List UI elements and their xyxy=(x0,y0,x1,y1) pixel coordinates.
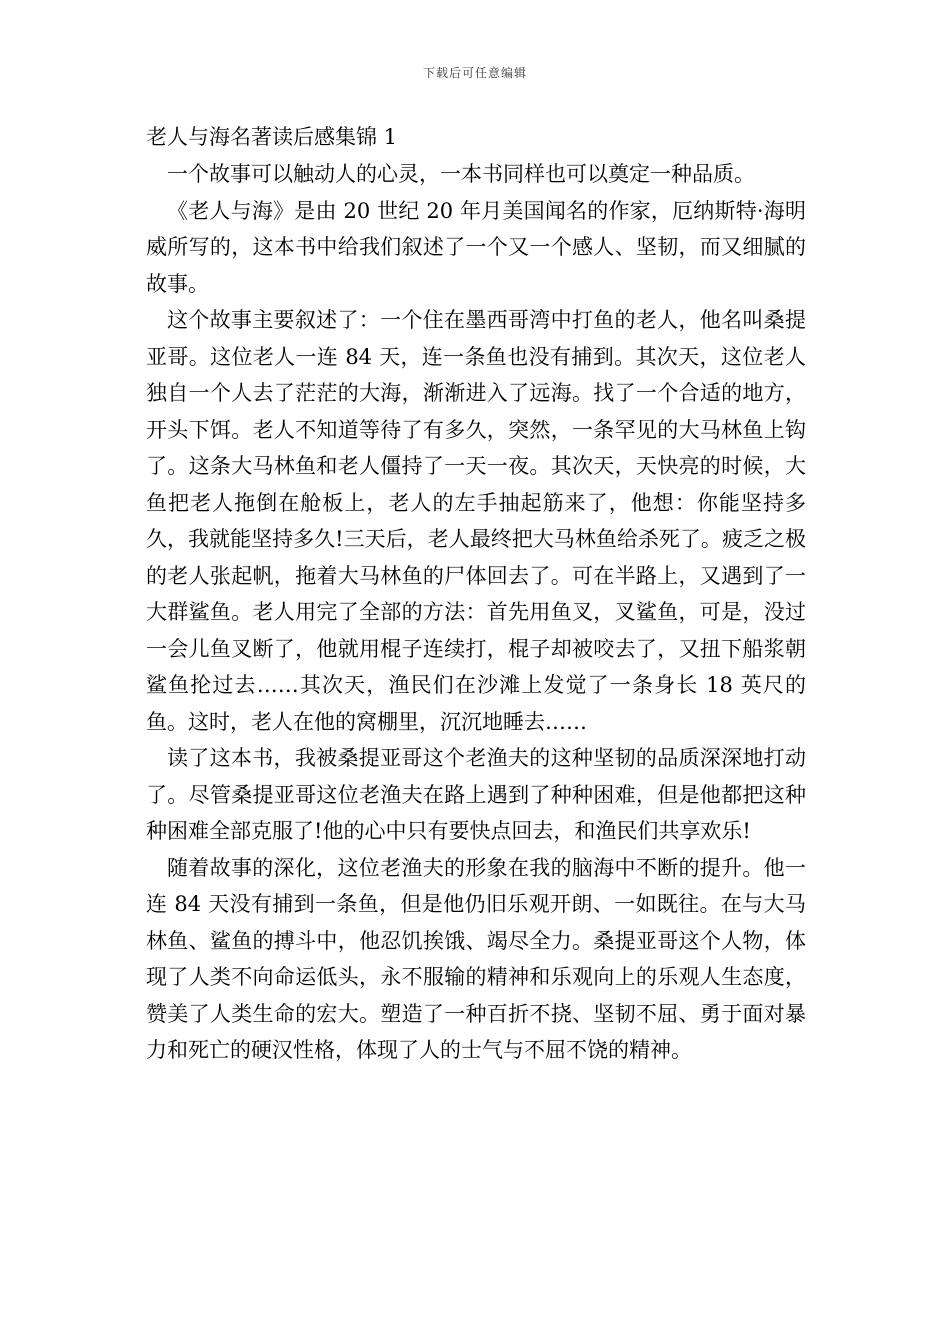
document-title: 老人与海名著读后感集锦 1 xyxy=(146,125,398,149)
paragraph-2: 《老人与海》是由 20 世纪 20 年月美国闻名的作家，厄纳斯特·海明威所写的，这本书中给我们叙述了一个又一个感人、坚韧，而又细腻的故事。 xyxy=(146,198,806,296)
paragraph-3: 这个故事主要叙述了：一个住在墨西哥湾中打鱼的老人，他名叫桑提亚哥。这位老人一连 84 天，连一条鱼也没有捕到。其次天，这位老人独自一个人去了茫茫的大海，渐渐进入了远海。找了一个合适的地方，开头下饵。老人不知道等待了有多久，突然，一条罕见的大马林鱼上钩了。这条大马林鱼和老人僵持了一天一夜。其次天，天快亮的时候，大鱼把老人拖倒在舱板上，老人的左手抽起筋来了，他想：你能坚持多久，我就能坚持多久!三天后，老人最终把大马林鱼给杀死了。疲乏之极的老人张起帆，拖着大马林鱼的尸体回去了。可在半路上，又遇到了一大群鲨鱼。老人用完了全部的方法：首先用鱼叉，叉鲨鱼，可是，没过一会儿鱼叉断了，他就用棍子连续打，棍子却被咬去了，又扭下船浆朝鲨鱼抡过去……其次天，渔民们在沙滩上发觉了一条身长 18 英尺的鱼。这时，老人在他的窝棚里，沉沉地睡去…… xyxy=(146,308,806,734)
paragraph-1: 一个故事可以触动人的心灵，一本书同样也可以奠定一种品质。 xyxy=(167,162,755,186)
paragraph-4: 读了这本书，我被桑提亚哥这个老渔夫的这种坚韧的品质深深地打动了。尽管桑提亚哥这位老渔夫在路上遇到了种种困难，但是他都把这种种困难全部克服了!他的心中只有要快点回去，和渔民们共享欢乐! xyxy=(146,746,806,843)
page-header: 下载后可任意编辑 xyxy=(422,66,527,80)
document-body xyxy=(146,122,806,1069)
paragraph-5: 随着故事的深化，这位老渔夫的形象在我的脑海中不断的提升。他一连 84 天没有捕到一条鱼，但是他仍旧乐观开朗、一如既往。在与大马林鱼、鲨鱼的搏斗中，他忍饥挨饿、竭尽全力。桑提亚哥这个人物，体现了人类不向命运低头，永不服输的精神和乐观向上的乐观人生态度，赞美了人类生命的宏大。塑造了一种百折不挠、坚韧不屈、勇于面对暴力和死亡的硬汉性格，体现了人的士气与不屈不饶的精神。 xyxy=(146,855,806,1062)
